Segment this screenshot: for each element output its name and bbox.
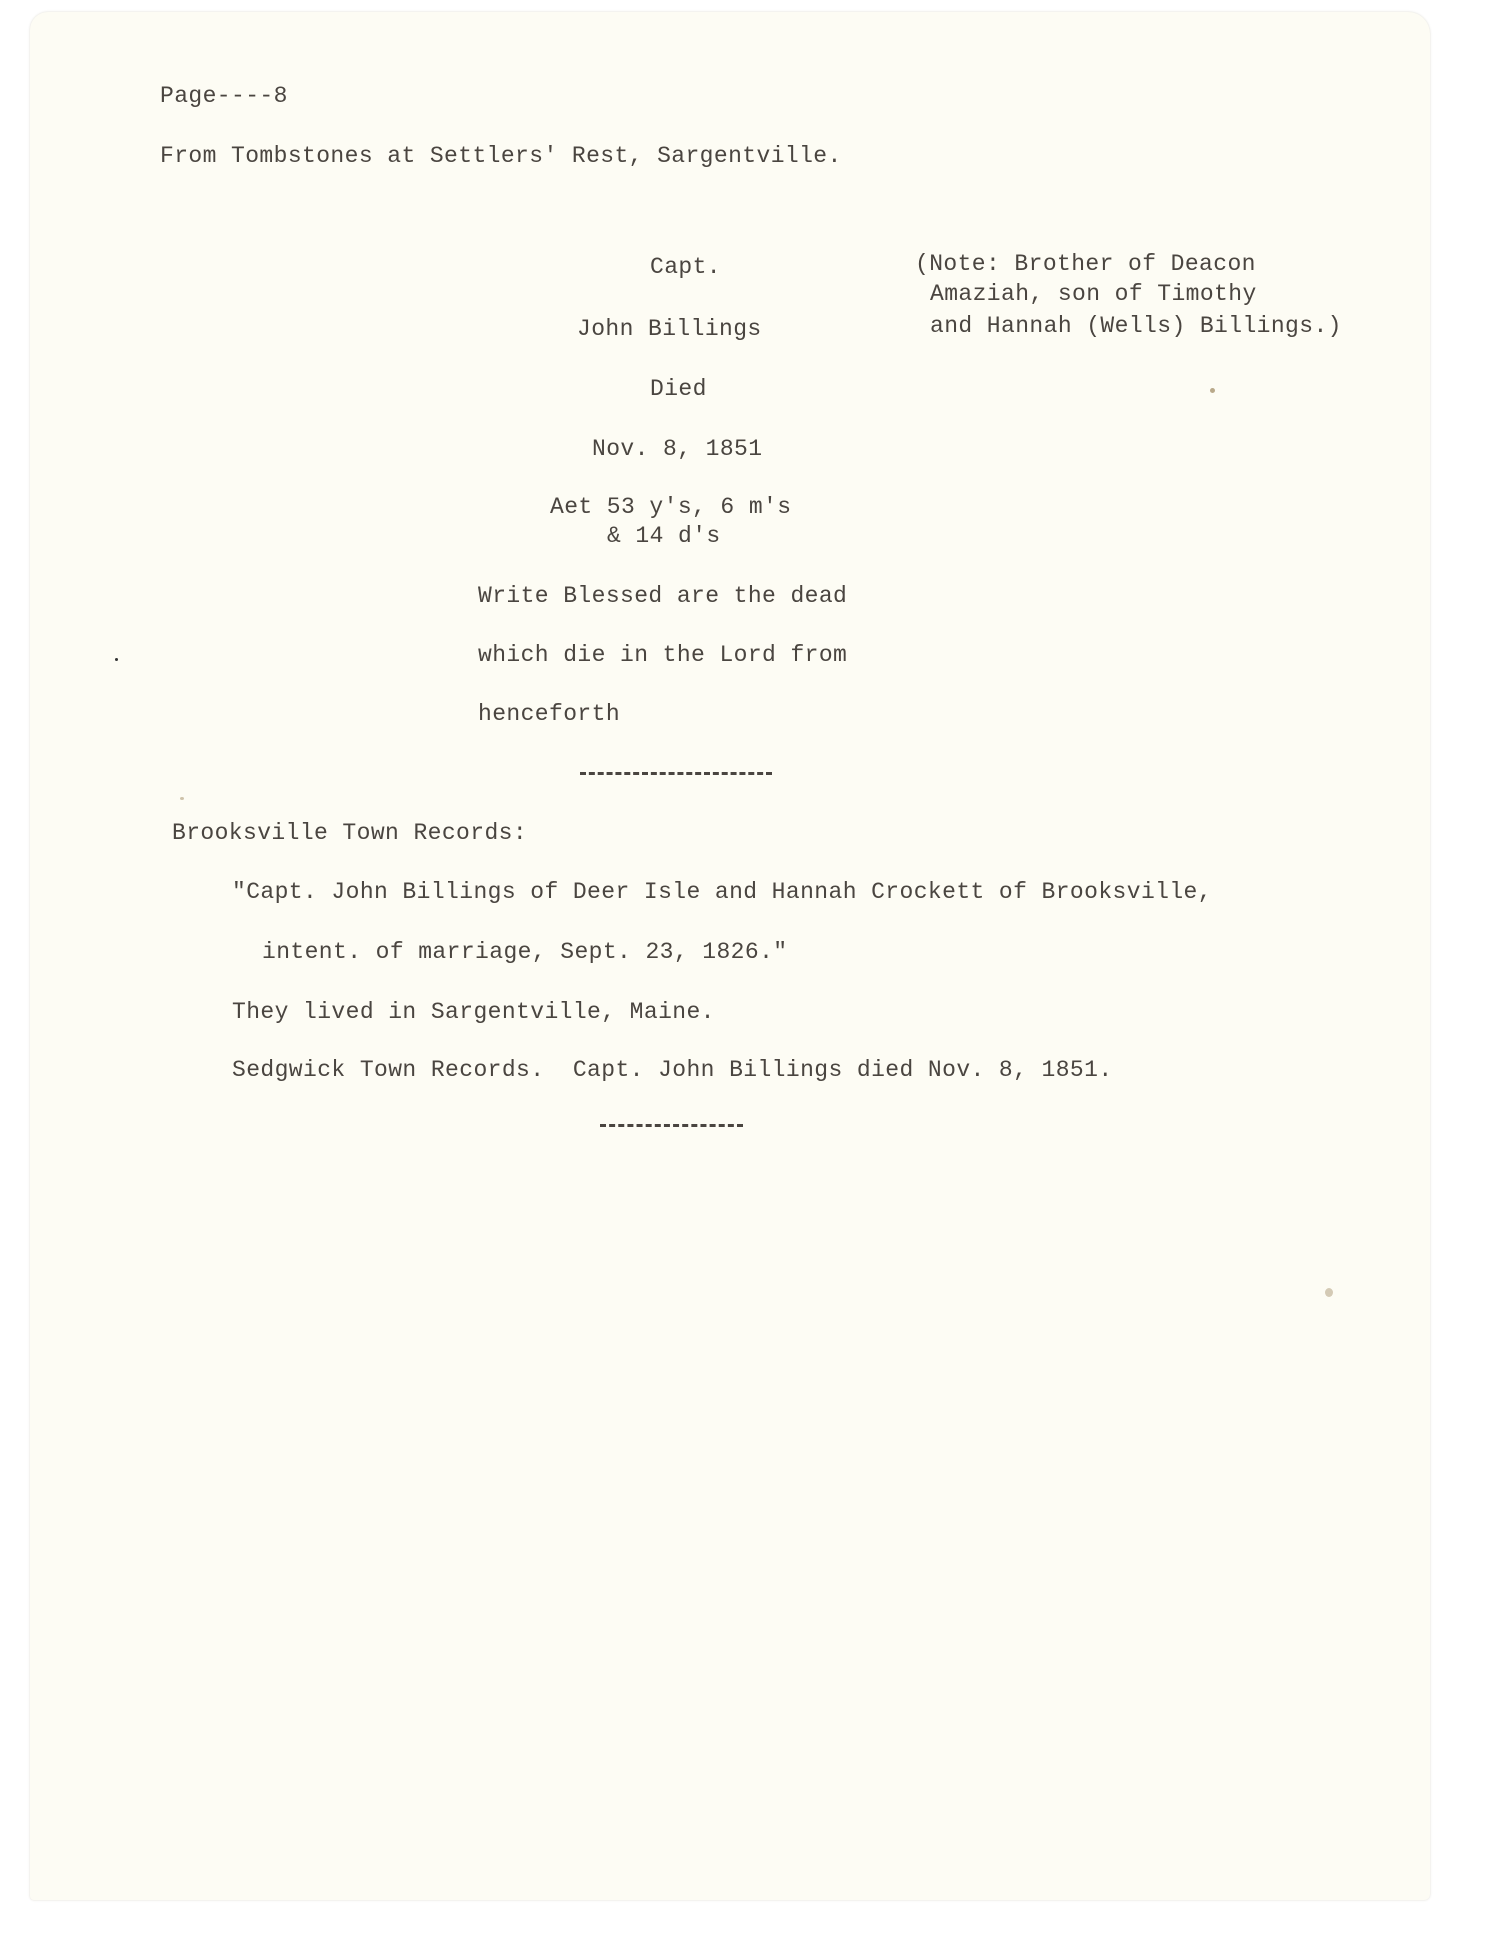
section-divider — [580, 772, 772, 775]
paper-speck — [1210, 388, 1215, 393]
records-sedgwick: Sedgwick Town Records. Capt. John Billings died Nov. 8, 1851. — [232, 1057, 1113, 1083]
note-line: (Note: Brother of Deacon — [915, 251, 1256, 277]
end-divider — [600, 1124, 743, 1127]
paper-speck — [115, 658, 118, 661]
tombstone-name: John Billings — [577, 316, 762, 342]
source-heading: From Tombstones at Settlers' Rest, Sargentville. — [160, 143, 842, 169]
epitaph-line: henceforth — [478, 701, 621, 727]
tombstone-age-line1: Aet 53 y's, 6 m's — [550, 494, 792, 520]
tombstone-died-label: Died — [650, 376, 707, 402]
records-entry-line2: intent. of marriage, Sept. 23, 1826." — [262, 939, 788, 965]
page-number: Page----8 — [160, 83, 288, 109]
records-entry-line1: "Capt. John Billings of Deer Isle and Hannah Crockett of Brooksville, — [232, 879, 1212, 905]
tombstone-death-date: Nov. 8, 1851 — [592, 436, 763, 462]
records-heading: Brooksville Town Records: — [172, 820, 528, 846]
note-line: Amaziah, son of Timothy — [930, 281, 1257, 307]
note-line: and Hannah (Wells) Billings.) — [930, 313, 1342, 339]
epitaph-line: which die in the Lord from — [478, 642, 848, 668]
paper-speck — [1325, 1288, 1333, 1297]
tombstone-rank: Capt. — [650, 254, 722, 280]
epitaph-line: Write Blessed are the dead — [478, 583, 848, 609]
paper-speck — [180, 797, 184, 800]
records-residence: They lived in Sargentville, Maine. — [232, 999, 715, 1025]
tombstone-age-line2: & 14 d's — [607, 523, 721, 549]
